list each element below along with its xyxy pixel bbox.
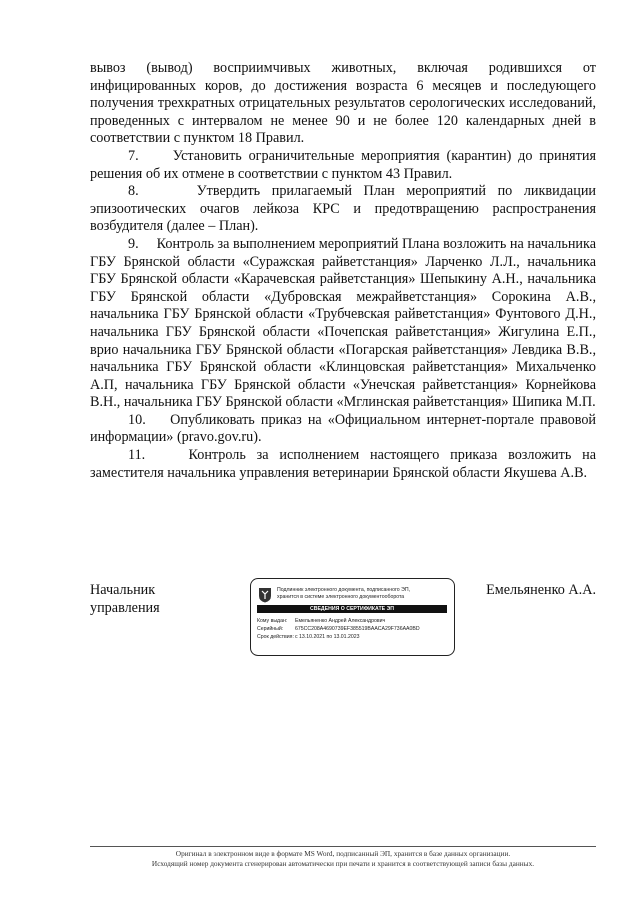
signer-name: Емельяненко А.А.	[486, 582, 596, 598]
stamp-header-line-1: Подлинник электронного документа, подписанного ЭП,	[277, 587, 411, 593]
issued-to-value: Емельяненко Андрей Александрович	[295, 618, 386, 624]
position-line-2: управления	[90, 599, 160, 616]
signature-block	[90, 582, 596, 662]
stamp-header-line-2: хранится в системе электронного документооборота	[277, 593, 405, 600]
validity-label: Срок действия:	[257, 634, 294, 640]
stamp-header	[277, 587, 449, 600]
document-body	[90, 60, 596, 482]
coat-of-arms-icon	[258, 587, 272, 603]
position-line-1: Начальник	[90, 582, 156, 598]
validity-value: с 13.10.2021 по 13.01.2023	[295, 634, 360, 640]
footer-note	[90, 849, 596, 869]
paragraph-8: 8. Утвердить прилагаемый План мероприятий по ликвидации эпизоотических очагов лейкоза КРС и предотвращению распространения возбудителя (далее – План).	[90, 183, 596, 235]
paragraph-continuation: вывоз (вывод) восприимчивых животных, включая родившихся от инфицированных коров, до достижения возраста 6 месяцев и последующего получения трехкратных отрицательных результатов серологических исследований, проведенных с интервалом не менее 90 и не более 120 календарных дней в соответствии с пунктом 18 Правил.	[90, 60, 596, 147]
serial-label: Серийный:	[257, 626, 284, 632]
electronic-signature-stamp	[250, 578, 455, 656]
paragraph-9: 9. Контроль за выполнением мероприятий Плана возложить на начальника ГБУ Брянской области «Суражская райветстанция» Ларченко Л.Л., начальника ГБУ Брянской области «Карачевская райветстанция» Шепыкину А.Н., начальника ГБУ Брянской области «Дубровская межрайветстанция» Сорокина А.В., начальника ГБУ Брянской области «Трубчевская райветстанция» Фунтового Д.Н., начальника ГБУ Брянской области «Почепская райветстанция» Жигулина Е.П., врио начальника ГБУ Брянской области «Погарская райветстанция» Левдика В.В., начальника ГБУ Брянской области «Клинцовская райветстанция» Михальченко А.П, начальника ГБУ Брянской области «Унечская райветстанция» Корнейкова В.Н., начальника ГБУ Брянской области «Мглинская райветстанция» Шипика М.П.	[90, 235, 596, 411]
stamp-row-issued-to	[257, 618, 385, 624]
signer-position	[90, 582, 190, 617]
paragraph-11: 11. Контроль за исполнением настоящего приказа возложить на заместителя начальника управления ветеринарии Брянской области Якушева А.В.	[90, 447, 596, 481]
paragraph-10: 10. Опубликовать приказ на «Официальном интернет-портале правовой информации» (pravo.gov.ru).	[90, 411, 596, 446]
stamp-row-serial	[257, 626, 420, 632]
issued-to-label: Кому выдан:	[257, 618, 288, 624]
serial-value: 675CC208A4690739EF385519BAACA29F736AA0BD	[295, 626, 420, 632]
footer-line-1: Оригинал в электронном виде в формате MS Word, подписанный ЭП, хранится в базе данных организации.	[175, 849, 511, 858]
footer-line-2: Исходящий номер документа сгенерирован автоматически при печати и хранится в соответствующей записи базы данных.	[151, 859, 535, 868]
stamp-row-validity	[257, 634, 360, 640]
stamp-certificate-bar: СВЕДЕНИЯ О СЕРТИФИКАТЕ ЭП	[257, 605, 447, 613]
footer-divider	[90, 846, 596, 847]
paragraph-7: 7. Установить ограничительные мероприятия (карантин) до принятия решения об их отмене в соответствии с пунктом 43 Правил.	[90, 147, 596, 182]
